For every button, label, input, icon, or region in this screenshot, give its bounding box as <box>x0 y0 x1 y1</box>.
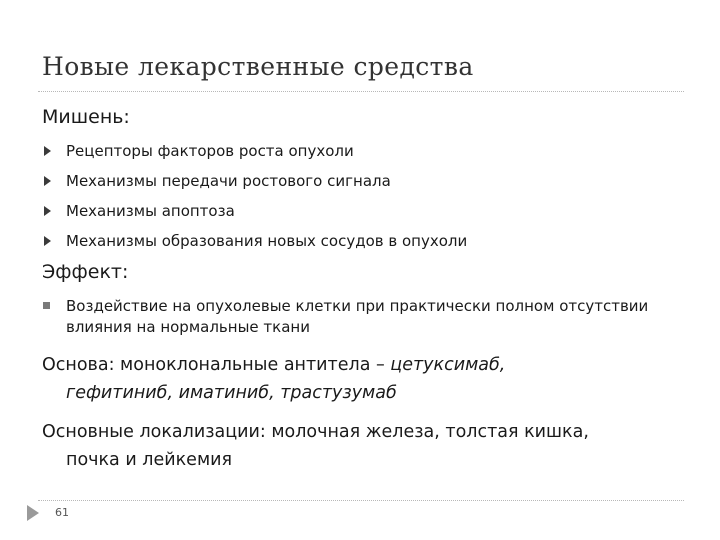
arrow-right-icon <box>44 206 51 216</box>
square-bullet-icon <box>43 302 50 309</box>
triangle-marker-icon <box>27 505 39 521</box>
localization-line-1: Основные локализации: молочная железа, толстая кишка, <box>42 422 589 442</box>
localization-paragraph <box>42 418 682 474</box>
slide-title: Новые лекарственные средства <box>42 52 474 81</box>
basis-drugs-rest: гефитиниб, иматиниб, трастузумаб <box>66 383 397 403</box>
effect-item-text: Воздействие на опухолевые клетки при практически полном отсутствии влияния на нормальные ткани <box>66 297 649 336</box>
list-item <box>42 198 467 228</box>
title-divider <box>38 91 684 92</box>
list-item <box>42 228 467 258</box>
arrow-right-icon <box>44 236 51 246</box>
page-number: 61 <box>55 506 69 519</box>
basis-paragraph <box>42 351 682 407</box>
list-item-text: Механизмы апоптоза <box>66 202 235 220</box>
arrow-right-icon <box>44 146 51 156</box>
localization-line-2: почка и лейкемия <box>66 450 233 470</box>
arrow-right-icon <box>44 176 51 186</box>
target-heading: Мишень: <box>42 106 130 128</box>
list-item-text: Механизмы передачи ростового сигнала <box>66 172 391 190</box>
list-item <box>42 138 467 168</box>
effect-heading: Эффект: <box>42 261 129 283</box>
effect-item <box>42 296 686 338</box>
list-item-text: Механизмы образования новых сосудов в опухоли <box>66 232 468 250</box>
basis-label: Основа: моноклональные антитела – <box>42 355 391 375</box>
list-item-text: Рецепторы факторов роста опухоли <box>66 142 354 160</box>
target-list <box>42 138 467 258</box>
basis-drugs-first: цетуксимаб, <box>390 355 506 375</box>
list-item <box>42 168 467 198</box>
footer-divider <box>38 500 684 501</box>
